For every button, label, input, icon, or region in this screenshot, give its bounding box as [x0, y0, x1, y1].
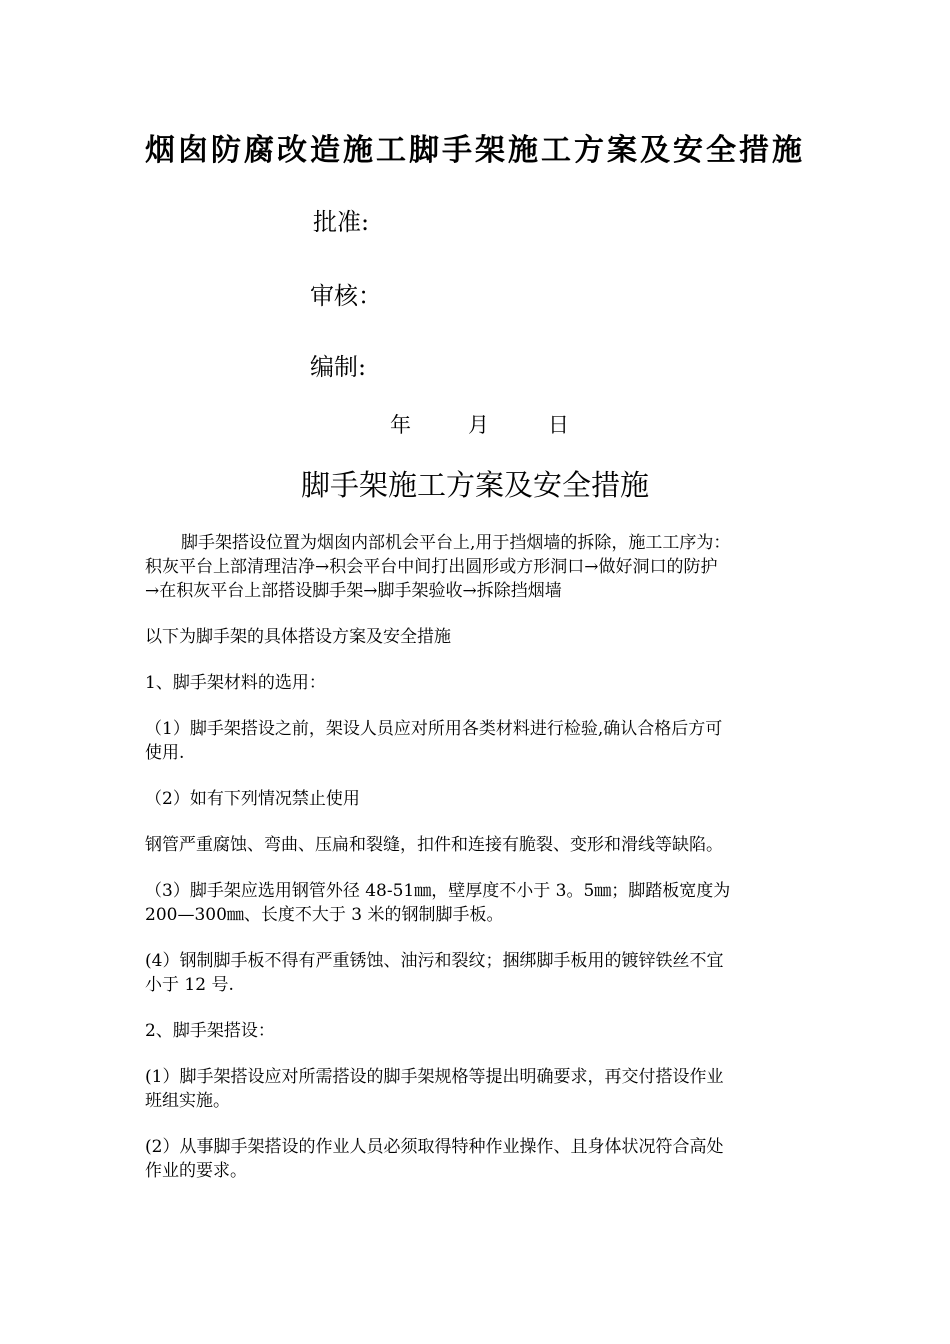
intro-paragraph	[145, 531, 810, 603]
section2-heading	[145, 1019, 810, 1043]
date-month-label: 月	[468, 413, 489, 437]
section-subtitle: 脚手架施工方案及安全措施	[300, 468, 649, 502]
paragraph-line: 200—300㎜、长度不大于 3 米的钢制脚手板。	[145, 905, 504, 925]
paragraph-line: 作业的要求。	[145, 1161, 247, 1181]
section1-heading	[145, 671, 810, 695]
section1-item4	[145, 949, 810, 997]
date-day-label: 日	[548, 413, 569, 437]
date-year-label: 年	[390, 413, 411, 437]
paragraph-line: 班组实施。	[145, 1091, 230, 1111]
paragraph-line: (1）脚手架搭设应对所需搭设的脚手架规格等提出明确要求，再交付搭设作业	[145, 1067, 724, 1087]
intro-line: 积灰平台上部清理洁净→积会平台中间打出圆形或方形洞口→做好洞口的防护	[145, 557, 718, 577]
section2-item2	[145, 1135, 810, 1183]
section1-item3	[145, 879, 810, 927]
paragraph-line: 使用.	[145, 743, 185, 763]
section1-item2-detail	[145, 833, 810, 857]
paragraph-line: 小于 12 号.	[145, 975, 234, 995]
compile-label: 编制:	[310, 353, 367, 381]
review-label: 审核：	[310, 282, 382, 310]
document-title: 烟囱防腐改造施工脚手架施工方案及安全措施	[145, 133, 805, 168]
intro-line: →在积灰平台上部搭设脚手架→脚手架验收→拆除挡烟墙	[145, 581, 562, 601]
paragraph-line: （3）脚手架应选用钢管外径 48-51㎜，壁厚度不小于 3。5㎜；脚踏板宽度为	[145, 881, 731, 901]
section2-item1	[145, 1065, 810, 1113]
lead-line: 以下为脚手架的具体搭设方案及安全措施	[145, 627, 451, 647]
paragraph-line: (2）从事脚手架搭设的作业人员必须取得特种作业操作、且身体状况符合高处	[145, 1137, 724, 1157]
document-body	[145, 531, 810, 1205]
section-heading: 2、脚手架搭设：	[145, 1021, 275, 1041]
section-heading: 1、脚手架材料的选用：	[145, 673, 326, 693]
intro-line: 脚手架搭设位置为烟囱内部机会平台上,用于挡烟墙的拆除，施工工序为：	[181, 533, 731, 553]
lead-paragraph	[145, 625, 810, 649]
paragraph-line: (4）钢制脚手板不得有严重锈蚀、油污和裂纹；捆绑脚手板用的镀锌铁丝不宜	[145, 951, 724, 971]
paragraph-line: （2）如有下列情况禁止使用	[145, 789, 360, 809]
approve-label: 批准:	[313, 208, 370, 236]
section1-item2	[145, 787, 810, 811]
paragraph-line: （1）脚手架搭设之前，架设人员应对所用各类材料进行检验,确认合格后方可	[145, 719, 723, 739]
date-line	[390, 411, 569, 439]
section1-item1	[145, 717, 810, 765]
paragraph-line: 钢管严重腐蚀、弯曲、压扁和裂缝，扣件和连接有脆裂、变形和滑线等缺陷。	[145, 835, 723, 855]
